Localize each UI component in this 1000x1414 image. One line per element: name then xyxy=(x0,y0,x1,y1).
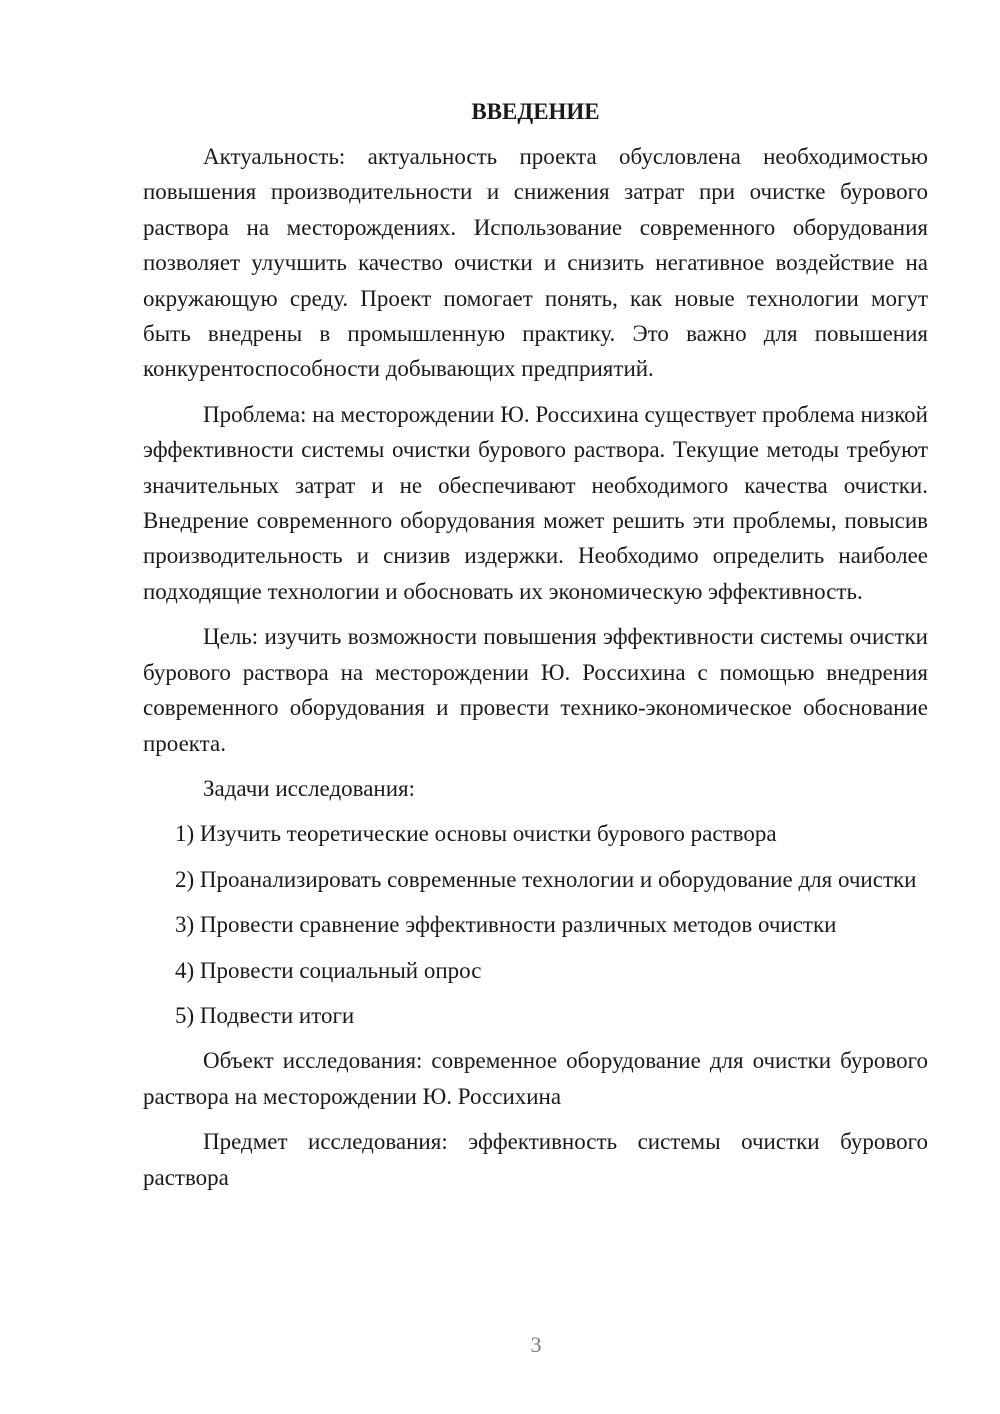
object-paragraph: Объект исследования: современное оборудование для очистки бурового раствора на месторождении Ю. Россихина xyxy=(143,1048,928,1109)
list-item-task-1: 1) Изучить теоретические основы очистки бурового раствора xyxy=(175,821,777,847)
problem-paragraph: Проблема: на месторождении Ю. Россихина существует проблема низкой эффективности системы очистки бурового раствора. Текущие методы требуют значительных затрат и не обеспечивают необходимого качества очистки. Внедрение современного оборудования может решить эти проблемы, повысив производительность и снизив издержки. Необходимо определить наиболее подходящие технологии и обосновать их экономическую эффективность. xyxy=(143,401,928,604)
subject-paragraph: Предмет исследования: эффективность системы очистки бурового раствора xyxy=(143,1129,928,1190)
page-title: ВВЕДЕНИЕ xyxy=(471,99,600,124)
list-item-task-5: 5) Подвести итоги xyxy=(175,1002,355,1028)
list-item-task-3: 3) Провести сравнение эффективности различных методов очистки xyxy=(175,912,837,938)
list-item-task-4: 4) Провести социальный опрос xyxy=(175,957,482,983)
page-number: 3 xyxy=(530,1332,542,1357)
page-content xyxy=(143,94,928,1195)
relevance-paragraph: Актуальность: актуальность проекта обусловлена необходимостью повышения производительности и снижения затрат при очистке бурового раствора на месторождениях. Использование современного оборудования позволяет улучшить качество очистки и снизить негативное воздействие на окружающую среду. Проект помогает понять, как новые технологии могут быть внедрены в промышленную практику. Это важно для повышения конкурентоспособности добывающих предприятий. xyxy=(143,144,928,382)
tasks-heading: Задачи исследования: xyxy=(203,775,416,801)
list-item-task-2: 2) Проанализировать современные технологии и оборудование для очистки xyxy=(175,866,917,892)
tasks-list xyxy=(143,816,928,1033)
goal-paragraph: Цель: изучить возможности повышения эффективности системы очистки бурового раствора на месторождении Ю. Россихина с помощью внедрения современного оборудования и провести технико-экономическое обоснование проекта. xyxy=(143,624,928,756)
